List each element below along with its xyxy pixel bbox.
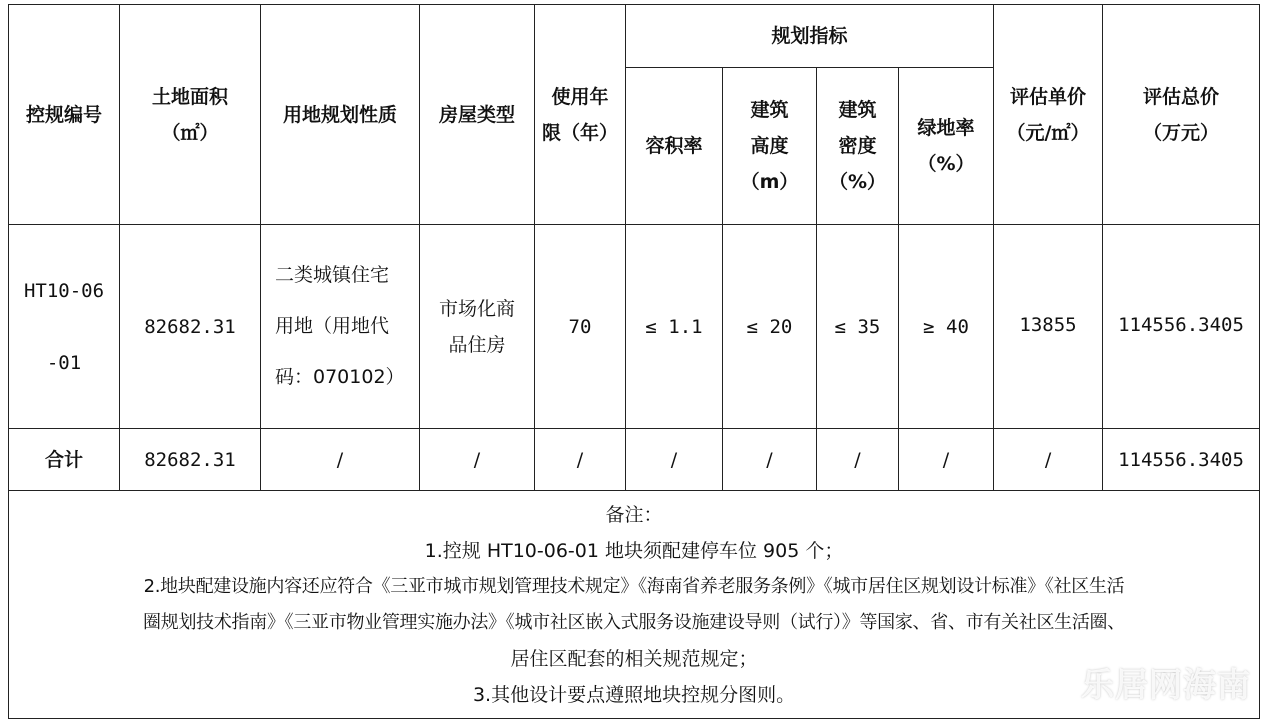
- total-row: [9, 429, 1260, 491]
- header-nature: 用地规划性质: [261, 5, 420, 225]
- cell-code: HT10-06 -01: [9, 225, 120, 429]
- total-area: 82682.31: [120, 429, 261, 491]
- header-total-price: 评估总价 （万元）: [1103, 5, 1260, 225]
- header-green: 绿地率 （%）: [899, 68, 994, 225]
- cell-far: ≤ 1.1: [626, 225, 723, 429]
- header-unit-price: 评估单价 （元/㎡）: [994, 5, 1103, 225]
- cell-nature: 二类城镇住宅 用地（用地代 码：070102）: [261, 225, 420, 429]
- total-slash: /: [535, 429, 626, 491]
- total-slash: /: [420, 429, 535, 491]
- notes-line: 2.地块配建设施内容还应符合《三亚市城市规划管理技术规定》《海南省养老服务条例》《城市居住区规划设计标准》《社区生活: [143, 575, 1125, 597]
- total-price: 114556.3405: [1103, 429, 1260, 491]
- notes: [9, 491, 1260, 719]
- watermark: 乐居网海南: [1081, 665, 1251, 704]
- total-slash: /: [261, 429, 420, 491]
- notes-line: 居住区配套的相关规范规定；: [510, 647, 758, 670]
- header-code: 控规编号: [9, 5, 120, 225]
- header-far: 容积率: [626, 68, 723, 225]
- header-indicators: 规划指标: [626, 5, 994, 68]
- cell-term: 70: [535, 225, 626, 429]
- table-row: [9, 225, 1260, 429]
- cell-house-type: 市场化商 品住房: [420, 225, 535, 429]
- land-info-table: [8, 4, 1260, 719]
- header-area: 土地面积 （㎡）: [120, 5, 261, 225]
- total-slash: /: [817, 429, 899, 491]
- cell-area: 82682.31: [120, 225, 261, 429]
- cell-total-price: 114556.3405: [1103, 225, 1260, 429]
- cell-unit-price: 13855: [994, 225, 1103, 429]
- notes-line: 圈规划技术指南》《三亚市物业管理实施办法》《城市社区嵌入式服务设施建设导则（试行）》等国家、省、市有关社区生活圈、: [143, 611, 1125, 633]
- total-slash: /: [899, 429, 994, 491]
- total-slash: /: [723, 429, 817, 491]
- total-slash: /: [994, 429, 1103, 491]
- total-label: 合计: [9, 429, 120, 491]
- total-slash: /: [626, 429, 723, 491]
- header-term: 使用年 限（年）: [535, 5, 626, 225]
- header-density: 建筑 密度 （%）: [817, 68, 899, 225]
- header-house-type: 房屋类型: [420, 5, 535, 225]
- cell-green: ≥ 40: [899, 225, 994, 429]
- notes-line: 1.控规 HT10-06-01 地块须配建停车位 905 个；: [424, 539, 844, 562]
- notes-line: 3.其他设计要点遵照地块控规分图则。: [472, 683, 796, 706]
- notes-title: 备注：: [605, 503, 663, 526]
- cell-height: ≤ 20: [723, 225, 817, 429]
- header-height: 建筑 高度 （m）: [723, 68, 817, 225]
- cell-density: ≤ 35: [817, 225, 899, 429]
